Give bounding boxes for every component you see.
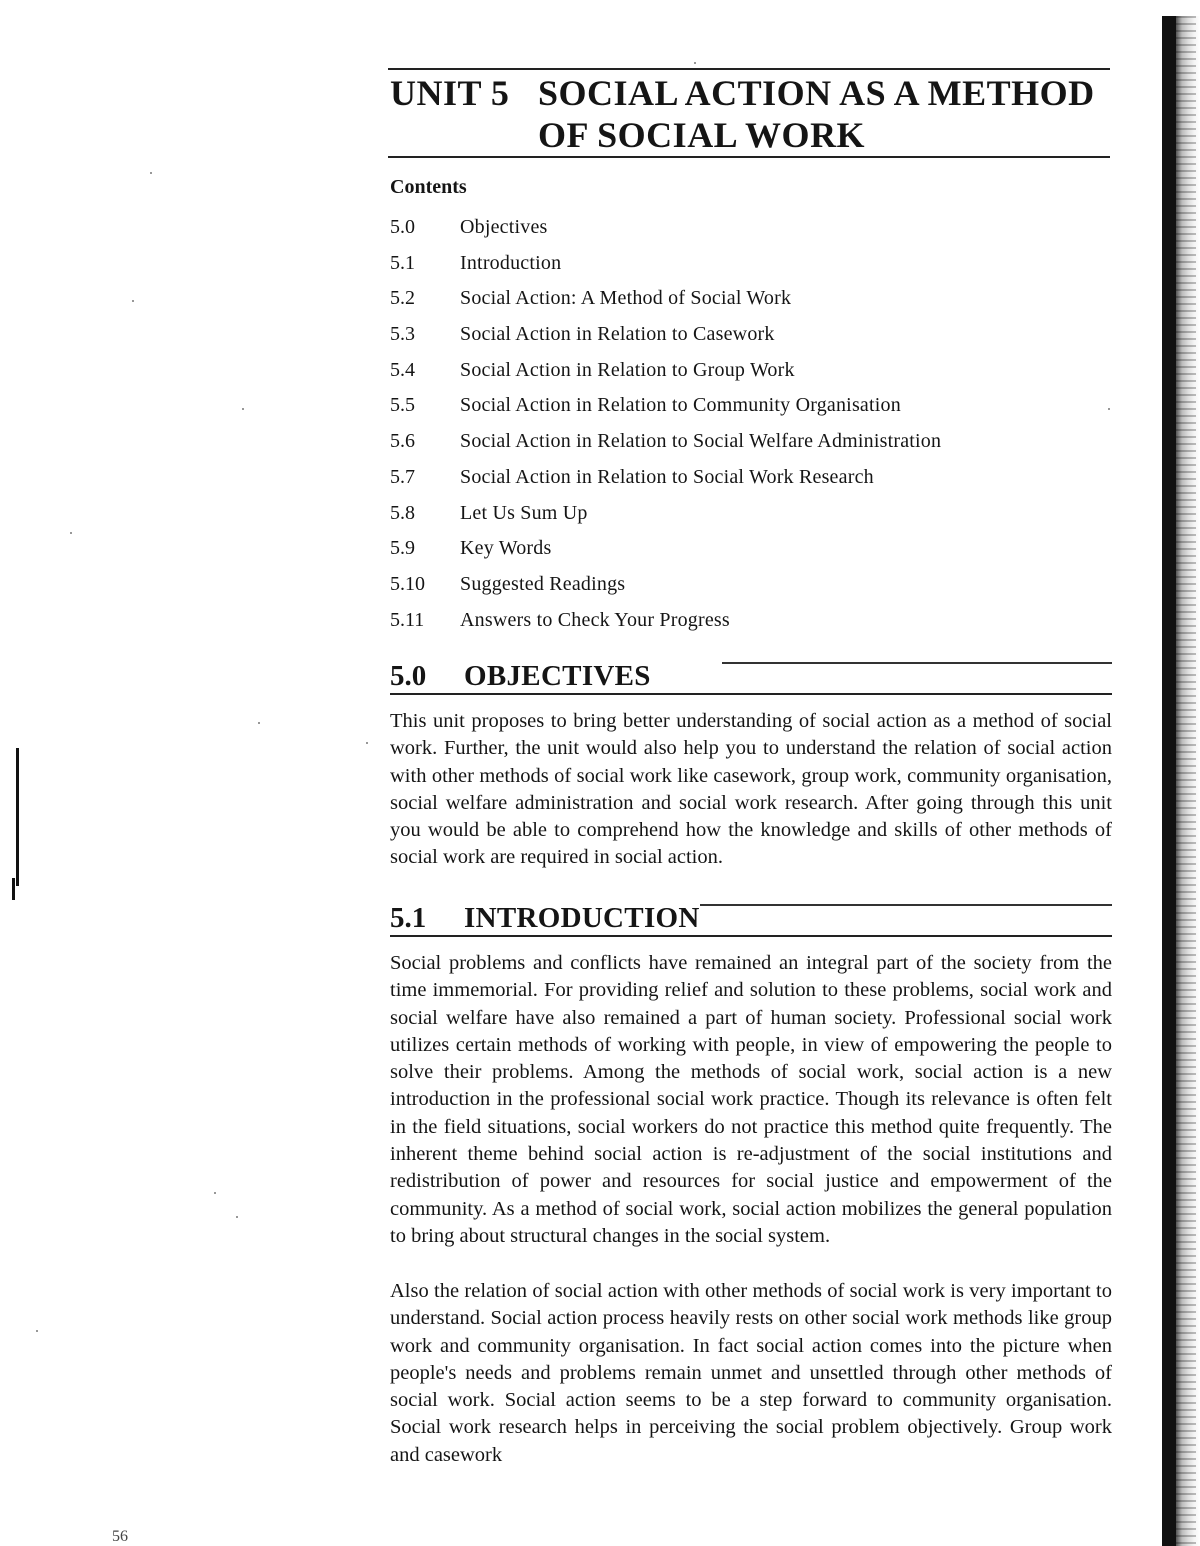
toc-item (390, 606, 1110, 642)
toc-item-title: Social Action in Relation to Social Work Research (460, 465, 874, 488)
section-heading-introduction (390, 902, 1112, 938)
toc-item-title: Suggested Readings (460, 572, 626, 595)
scan-speck (36, 1330, 38, 1332)
section-number: 5.0 (390, 660, 427, 692)
unit-label: UNIT 5 (390, 73, 510, 113)
section-rule (700, 904, 1112, 906)
scan-speck (258, 722, 260, 724)
toc-item (390, 427, 1110, 463)
scan-speck (236, 1216, 238, 1218)
toc-item (390, 213, 1110, 249)
contents-heading: Contents (390, 176, 467, 198)
toc-item-title: Answers to Check Your Progress (460, 608, 730, 631)
toc-item-number: 5.2 (390, 287, 415, 310)
toc-item-number: 5.5 (390, 394, 415, 417)
toc-item-title: Let Us Sum Up (460, 501, 588, 524)
scan-speck (70, 532, 72, 534)
toc-item-number: 5.6 (390, 430, 415, 453)
toc-item-number: 5.8 (390, 501, 415, 524)
unit-title: SOCIAL ACTION AS A METHOD OF SOCIAL WORK (538, 73, 1095, 155)
toc-item-number: 5.7 (390, 465, 415, 488)
title-rule-top (388, 68, 1110, 70)
scan-edge-mark (16, 748, 19, 886)
introduction-paragraph: Social problems and conflicts have remained an integral part of the society from the time immemorial. For providing relief and solution to these problems, social work and social welfare have also remained a part of human society. Professional social work utilizes certain methods of working with people, in view of empowering the people to solve their problems. Among the methods of social work, social action is a new introduction in the professional social work practice. Though its relevance is often felt in the field situations, social workers do not practice this method quite frequently. The inherent theme behind social action is re-adjustment of the social institutions and redistribution of power and resources for social justice and empowerment of the community. As a method of social work, social action mobilizes the general population to bring about structural changes in the social system. (390, 952, 1112, 1247)
toc-item (390, 284, 1110, 320)
toc-item-number: 5.4 (390, 358, 415, 381)
toc-item (390, 320, 1110, 356)
section-number: 5.1 (390, 902, 427, 934)
scan-speck (366, 742, 368, 744)
introduction-paragraph: Also the relation of social action with other methods of social work is very important to understand. Social action process heavily rests on other social work methods like group work and community organisation. In fact social action comes into the picture when people's needs and problems remain unmet and unsettled through other methods of social work. Social action seems to be a step forward to community organisation. Social work research helps in perceiving the social problem objectively. Group work and casework (390, 1280, 1112, 1466)
toc-item-number: 5.10 (390, 572, 425, 595)
toc-item (390, 356, 1110, 392)
toc-item (390, 570, 1110, 606)
toc-item (390, 391, 1110, 427)
title-rule-bottom (388, 156, 1110, 158)
scan-speck (132, 300, 134, 302)
section-rule (390, 935, 1112, 937)
scan-speck (694, 62, 696, 64)
toc-item-title: Social Action in Relation to Community Organisation (460, 394, 901, 417)
section-rule (722, 662, 1112, 664)
scan-speck (242, 408, 244, 410)
toc-item-number: 5.3 (390, 323, 415, 346)
toc-item-number: 5.1 (390, 251, 415, 274)
toc-item (390, 463, 1110, 499)
toc-item-title: Social Action in Relation to Casework (460, 323, 775, 346)
page-number: 56 (112, 1528, 128, 1545)
section-title: OBJECTIVES (464, 660, 651, 692)
toc-item-title: Social Action: A Method of Social Work (460, 287, 792, 310)
toc-item (390, 499, 1110, 535)
toc-item-number: 5.0 (390, 216, 415, 238)
toc-item-title: Key Words (460, 537, 552, 560)
scan-speck (150, 172, 152, 174)
toc-item-title: Social Action in Relation to Group Work (460, 358, 795, 381)
toc-item (390, 534, 1110, 570)
toc-item (390, 249, 1110, 285)
scan-binding-shadow (1158, 16, 1200, 1546)
scan-speck (214, 1192, 216, 1194)
toc-item-number: 5.11 (390, 608, 425, 631)
toc-item-title: Objectives (460, 216, 548, 238)
table-of-contents (390, 213, 1110, 641)
objectives-paragraph: This unit proposes to bring better understanding of social action as a method of social work. Further, the unit would also help you to understand the relation of social action with other methods of social work like casework, group work, community organisation, social welfare administration and social work research. After going through this unit you would be able to comprehend how the knowledge and skills of other methods of social work are required in social action. (390, 710, 1112, 869)
scan-edge-mark (12, 878, 15, 900)
toc-item-number: 5.9 (390, 537, 415, 560)
section-title: INTRODUCTION (464, 902, 700, 934)
toc-item-title: Introduction (460, 251, 562, 274)
section-rule (390, 693, 1112, 695)
toc-item-title: Social Action in Relation to Social Welfare Administration (460, 430, 942, 453)
section-heading-objectives (390, 660, 1112, 696)
